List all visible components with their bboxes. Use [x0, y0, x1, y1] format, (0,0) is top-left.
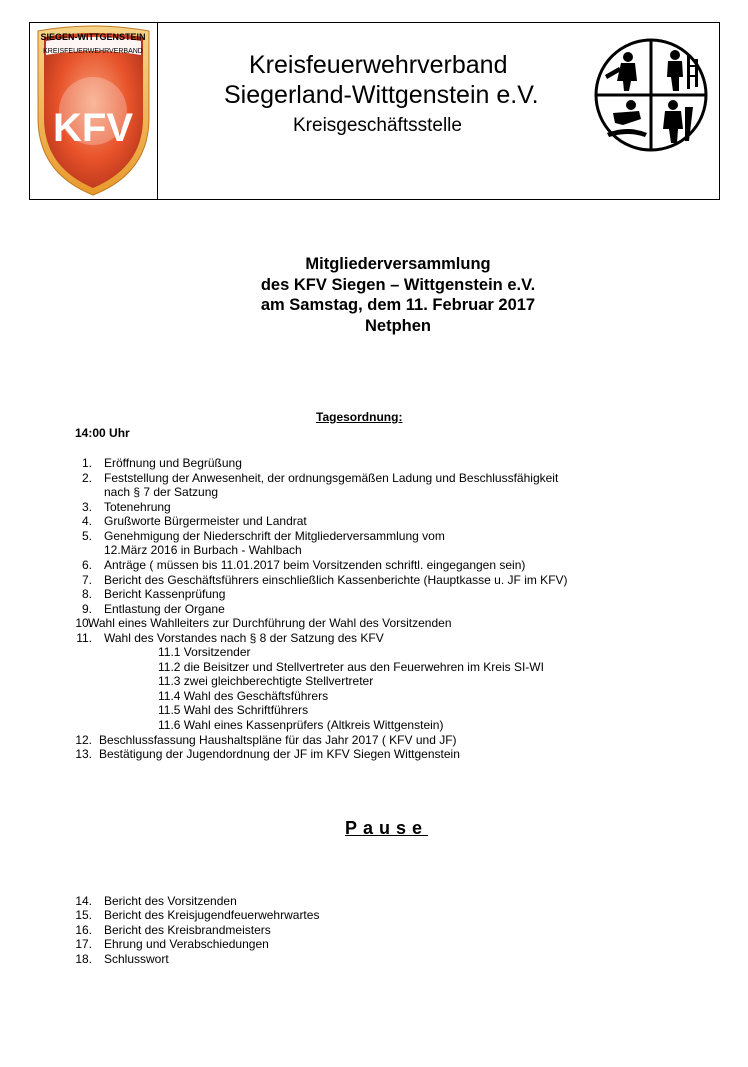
item-text: Totenehrung	[104, 500, 171, 514]
item-text: Bericht Kassenprüfung	[104, 587, 226, 601]
logo-top-text: SIEGEN-WITTGENSTEIN	[40, 32, 146, 42]
item-text: Bericht des Geschäftsführers einschließlich Kassenberichte (Hauptkasse u. JF im KFV)	[104, 573, 568, 587]
item-text: Feststellung der Anwesenheit, der ordnungsgemäßen Ladung und Beschlussfähigkeit	[104, 471, 559, 485]
item-number: 2.	[81, 471, 92, 485]
item-text: Ehrung und Verabschiedungen	[104, 937, 269, 951]
sub-item: 11.4 Wahl des Geschäftsführers	[158, 689, 329, 703]
firefighter-emblem	[593, 37, 709, 158]
item-text: Wahl eines Wahlleiters zur Durchführung der Wahl des Vorsitzenden	[88, 616, 452, 630]
item-text: Genehmigung der Niederschrift der Mitgliederversammlung vom	[104, 529, 445, 543]
sub-item: 11.3 zwei gleichberechtigte Stellvertreter	[158, 674, 374, 688]
item-number: 12.	[75, 733, 92, 747]
item-text: Grußworte Bürgermeister und Landrat	[104, 514, 307, 528]
pause-heading: Pause	[345, 818, 429, 838]
item-number: 3.	[81, 500, 92, 514]
item-text: Eröffnung und Begrüßung	[104, 456, 242, 470]
logo-band-text: KREISFEUERWEHRVERBAND	[43, 48, 143, 55]
meeting-org: des KFV Siegen – Wittgenstein e.V.	[260, 275, 536, 294]
letterhead	[29, 22, 720, 200]
item-text: Bestätigung der Jugendordnung der JF im KFV Siegen Wittgenstein	[99, 747, 460, 761]
meeting-title-block	[150, 254, 646, 336]
meeting-title: Mitgliederversammlung	[305, 255, 491, 273]
item-number: 8.	[81, 587, 92, 601]
item-text-continuation: 12.März 2016 in Burbach - Wahlbach	[104, 543, 302, 557]
item-number: 10.	[75, 616, 92, 630]
item-number: 6.	[81, 558, 92, 572]
logo-cell	[30, 23, 158, 199]
item-number: 17.	[75, 937, 92, 951]
kfv-shield-logo	[30, 23, 157, 199]
item-number: 15.	[75, 908, 92, 922]
item-text: Beschlussfassung Haushaltspläne für das Jahr 2017 ( KFV und JF)	[99, 733, 457, 747]
item-number: 18.	[75, 952, 92, 966]
item-number: 16.	[75, 923, 92, 937]
item-number: 14.	[75, 894, 92, 908]
item-text: Bericht des Kreisjugendfeuerwehrwartes	[104, 908, 320, 922]
item-text: Entlastung der Organe	[104, 602, 225, 616]
sub-item: 11.6 Wahl eines Kassenprüfers (Altkreis Wittgenstein)	[158, 718, 444, 732]
item-text: Wahl des Vorstandes nach § 8 der Satzung des KFV	[104, 631, 384, 645]
logo-letters: KFV	[53, 106, 133, 150]
item-text: Bericht des Vorsitzenden	[104, 894, 237, 908]
item-number: 7.	[81, 573, 92, 587]
meeting-location: Netphen	[365, 316, 431, 335]
start-time: 14:00 Uhr	[75, 426, 130, 440]
sub-item: 11.1 Vorsitzender	[158, 645, 251, 659]
item-text-continuation: nach § 7 der Satzung	[104, 485, 219, 499]
item-number: 5.	[81, 529, 92, 543]
item-number: 9.	[81, 602, 92, 616]
item-text: Anträge ( müssen bis 11.01.2017 beim Vorsitzenden schriftl. eingegangen sein)	[104, 558, 526, 572]
org-name-line2: Siegerland-Wittgenstein e.V.	[224, 81, 539, 109]
item-number: 1.	[81, 456, 92, 470]
item-number: 4.	[81, 514, 92, 528]
org-name-line1: Kreisfeuerwehrverband	[249, 51, 508, 79]
org-office: Kreisgeschäftsstelle	[293, 115, 462, 136]
item-number: 11.	[76, 631, 92, 645]
sub-item: 11.5 Wahl des Schriftführers	[158, 703, 309, 717]
agenda-heading: Tagesordnung:	[316, 410, 403, 424]
item-text: Bericht des Kreisbrandmeisters	[104, 923, 271, 937]
sub-item: 11.2 die Beisitzer und Stellvertreter aus den Feuerwehren im Kreis SI-WI	[158, 660, 544, 674]
firefighter-emblem-icon	[593, 37, 709, 153]
meeting-date: am Samstag, dem 11. Februar 2017	[260, 296, 536, 314]
item-number: 13.	[75, 747, 92, 761]
item-text: Schlusswort	[104, 952, 169, 966]
